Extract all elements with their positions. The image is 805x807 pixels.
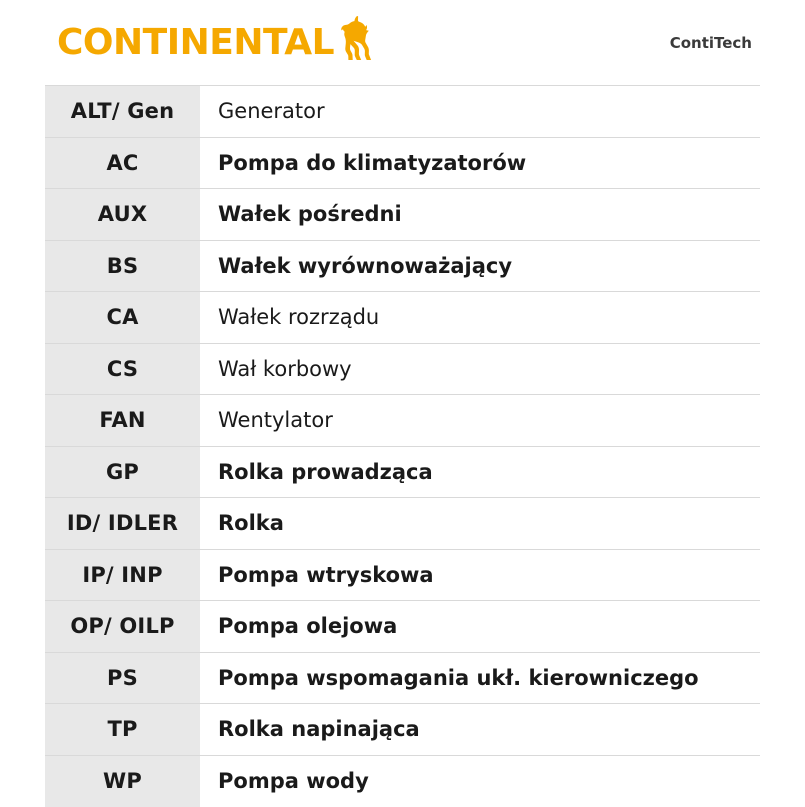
row-code: AC (45, 137, 200, 189)
row-code: ALT/ Gen (45, 86, 200, 138)
table-row (45, 86, 760, 138)
table-row (45, 446, 760, 498)
table-row (45, 755, 760, 807)
row-description: Wałek pośredni (200, 189, 760, 241)
table-row (45, 498, 760, 550)
row-code: PS (45, 652, 200, 704)
row-code: ID/ IDLER (45, 498, 200, 550)
table-row (45, 395, 760, 447)
table-row (45, 292, 760, 344)
row-description: Pompa wspomagania ukł. kierowniczego (200, 652, 760, 704)
row-description: Wałek rozrządu (200, 292, 760, 344)
table-row (45, 240, 760, 292)
row-description: Rolka napinająca (200, 704, 760, 756)
table-row (45, 137, 760, 189)
continental-logo (57, 20, 376, 66)
brand-wordmark: CONTINENTAL (57, 21, 335, 63)
row-description: Pompa wtryskowa (200, 549, 760, 601)
table-body (45, 86, 760, 807)
row-code: IP/ INP (45, 549, 200, 601)
row-code: AUX (45, 189, 200, 241)
table-row (45, 601, 760, 653)
horse-logo-icon (336, 14, 376, 60)
row-description: Rolka (200, 498, 760, 550)
row-description: Pompa olejowa (200, 601, 760, 653)
row-code: FAN (45, 395, 200, 447)
row-code: GP (45, 446, 200, 498)
table-row (45, 549, 760, 601)
row-description: Rolka prowadząca (200, 446, 760, 498)
row-code: WP (45, 755, 200, 807)
table-row (45, 343, 760, 395)
row-description: Wał korbowy (200, 343, 760, 395)
row-code: BS (45, 240, 200, 292)
row-description: Wentylator (200, 395, 760, 447)
table-row (45, 189, 760, 241)
row-description: Wałek wyrównoważający (200, 240, 760, 292)
row-code: CA (45, 292, 200, 344)
contitech-wordmark: ContiTech (669, 33, 752, 52)
row-code: TP (45, 704, 200, 756)
row-description: Pompa wody (200, 755, 760, 807)
document-header (45, 0, 760, 85)
row-code: OP/ OILP (45, 601, 200, 653)
table-row (45, 652, 760, 704)
row-description: Pompa do klimatyzatorów (200, 137, 760, 189)
abbreviation-table (45, 85, 760, 807)
row-code: CS (45, 343, 200, 395)
row-description: Generator (200, 86, 760, 138)
table-row (45, 704, 760, 756)
